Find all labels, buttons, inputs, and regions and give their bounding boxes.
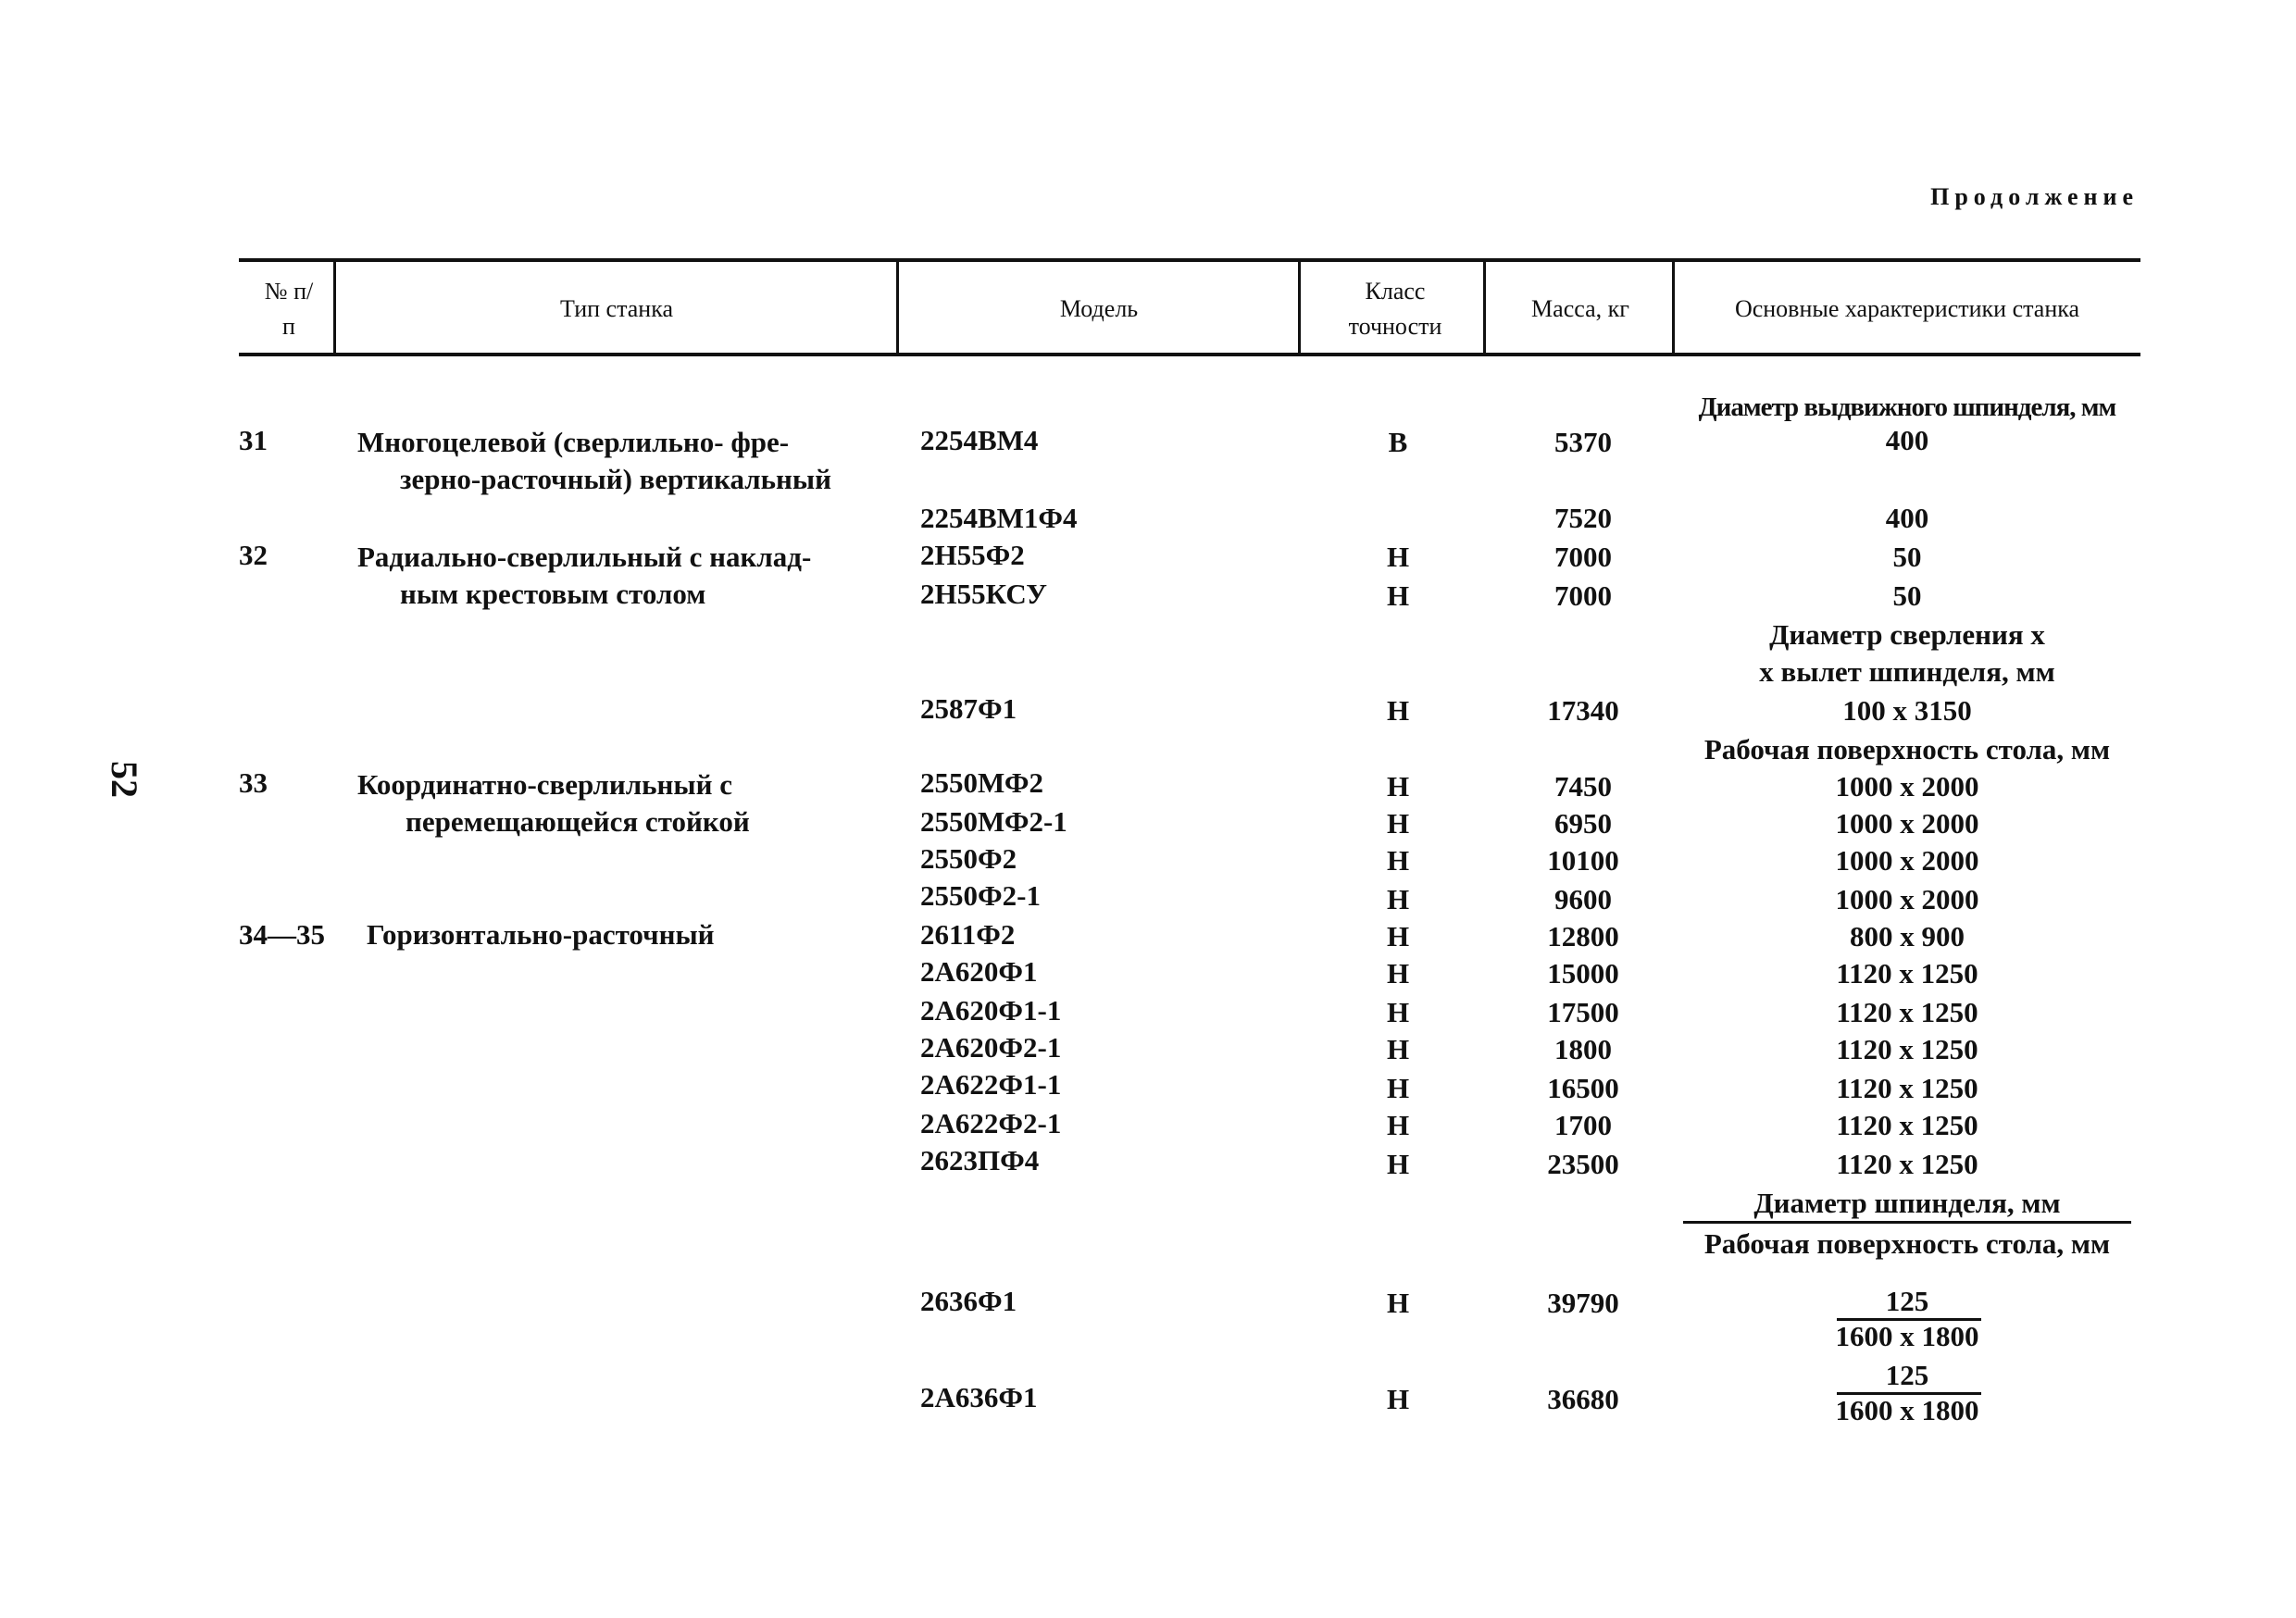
- machine-type: Координатно-сверлильный с: [357, 768, 732, 801]
- mass-cell: 23500: [1547, 1148, 1619, 1180]
- model-cell: 2550МФ2: [920, 766, 1043, 799]
- class-cell: Н: [1386, 694, 1410, 727]
- model-cell: 2254ВМ4: [920, 424, 1039, 456]
- model-cell: 2623ПФ4: [920, 1144, 1040, 1176]
- char-fraction-top: 125: [1885, 1359, 1929, 1391]
- table-top-rule: [239, 258, 2140, 262]
- char-cell: 1120 х 1250: [1836, 1033, 1978, 1065]
- char-cell: 100 х 3150: [1842, 694, 1972, 727]
- mass-cell: 39790: [1547, 1287, 1619, 1319]
- mass-cell: 1800: [1554, 1033, 1612, 1065]
- row-number: 31: [239, 424, 268, 456]
- page-number: 52: [104, 761, 145, 798]
- char-cell: 1120 х 1250: [1836, 1072, 1978, 1104]
- char-cell: 800 х 900: [1850, 920, 1965, 952]
- class-cell: Н: [1386, 996, 1410, 1028]
- class-cell: Н: [1386, 844, 1410, 877]
- char-cell: 1000 х 2000: [1835, 883, 1979, 915]
- model-cell: 2254ВМ1Ф4: [920, 502, 1078, 534]
- machine-type: ным крестовым столом: [400, 578, 706, 610]
- machine-type: Радиально-сверлильный с наклад-: [357, 541, 812, 573]
- class-cell: Н: [1386, 920, 1410, 952]
- model-cell: 2А622Ф2-1: [920, 1107, 1062, 1139]
- mass-cell: 7520: [1554, 502, 1612, 534]
- mass-cell: 1700: [1554, 1109, 1612, 1141]
- model-cell: 2А636Ф1: [920, 1381, 1038, 1413]
- model-cell: 2636Ф1: [920, 1285, 1017, 1317]
- header-model: Модель: [1059, 295, 1139, 322]
- class-cell: Н: [1386, 1072, 1410, 1104]
- mass-cell: 36680: [1547, 1383, 1619, 1415]
- column-divider: [896, 261, 899, 355]
- char-cell: 50: [1892, 541, 1922, 573]
- header-mass: Масса, кг: [1531, 295, 1629, 322]
- header-type: Тип станка: [559, 295, 673, 322]
- machine-type: зерно-расточный) вертикальный: [400, 463, 831, 495]
- mass-cell: 7450: [1554, 770, 1612, 803]
- model-cell: 2550Ф2: [920, 842, 1017, 875]
- char-cell: 1120 х 1250: [1836, 1109, 1978, 1141]
- char-cell: 400: [1885, 502, 1929, 534]
- row-number: 34—35: [239, 918, 325, 951]
- model-cell: 2550Ф2-1: [920, 879, 1041, 912]
- mass-cell: 7000: [1554, 579, 1612, 612]
- mass-cell: 9600: [1554, 883, 1612, 915]
- model-cell: 2Н55КСУ: [920, 578, 1048, 610]
- class-cell: Н: [1386, 1148, 1410, 1180]
- model-cell: 2А622Ф1-1: [920, 1068, 1062, 1101]
- char-fraction-bottom: 1600 х 1800: [1835, 1320, 1979, 1352]
- column-divider: [1672, 261, 1675, 355]
- note-spindle-diameter: Диаметр шпинделя, мм: [1753, 1187, 2061, 1219]
- mass-cell: 17340: [1547, 694, 1619, 727]
- header-num: № п/п: [264, 278, 314, 340]
- class-cell: Н: [1386, 807, 1410, 840]
- model-cell: 2587Ф1: [920, 692, 1017, 725]
- char-cell: 1000 х 2000: [1835, 807, 1979, 840]
- class-cell: Н: [1386, 883, 1410, 915]
- class-cell: Н: [1386, 1287, 1410, 1319]
- note-table-surface: Рабочая поверхность стола, мм: [1703, 733, 2111, 765]
- column-divider: [1483, 261, 1486, 355]
- class-cell: Н: [1386, 1109, 1410, 1141]
- char-cell: 1000 х 2000: [1835, 770, 1979, 803]
- class-cell: Н: [1386, 579, 1410, 612]
- mass-cell: 5370: [1554, 426, 1612, 458]
- model-cell: 2550МФ2-1: [920, 805, 1067, 838]
- header-characteristics: Основные характеристики станка: [1734, 295, 2080, 322]
- mass-cell: 15000: [1547, 957, 1619, 989]
- char-fraction-bottom: 1600 х 1800: [1835, 1394, 1979, 1426]
- header-class: Класс точности: [1348, 278, 1442, 340]
- class-cell: Н: [1386, 957, 1410, 989]
- note-drill-diameter: Диаметр сверления х: [1769, 618, 2045, 651]
- char-cell: 1120 х 1250: [1836, 1148, 1978, 1180]
- note-spindle-ext: Диаметр выдвижного шпинделя, мм: [1698, 392, 2116, 422]
- mass-cell: 7000: [1554, 541, 1612, 573]
- class-cell: Н: [1386, 1033, 1410, 1065]
- column-divider: [333, 261, 336, 355]
- char-cell: 1120 х 1250: [1836, 957, 1978, 989]
- char-cell: 1120 х 1250: [1836, 996, 1978, 1028]
- model-cell: 2Н55Ф2: [920, 539, 1025, 571]
- char-cell: 50: [1892, 579, 1922, 612]
- row-number: 32: [239, 539, 268, 571]
- machine-type: Горизонтально-расточный: [367, 918, 715, 951]
- continuation-heading: Продолжение: [1930, 183, 2139, 210]
- class-cell: Н: [1386, 541, 1410, 573]
- row-number: 33: [239, 766, 268, 799]
- machine-type: Многоцелевой (сверлильно- фре-: [357, 426, 790, 458]
- machine-type: перемещающейся стойкой: [406, 805, 750, 838]
- class-cell: Н: [1386, 1383, 1410, 1415]
- mass-cell: 16500: [1547, 1072, 1619, 1104]
- note-fraction-line: [1683, 1221, 2131, 1224]
- mass-cell: 12800: [1547, 920, 1619, 952]
- class-cell: Н: [1386, 770, 1410, 803]
- mass-cell: 6950: [1554, 807, 1612, 840]
- char-cell: 1000 х 2000: [1835, 844, 1979, 877]
- mass-cell: 10100: [1547, 844, 1619, 877]
- mass-cell: 17500: [1547, 996, 1619, 1028]
- table-header-rule: [239, 353, 2140, 356]
- note-drill-overhang: х вылет шпинделя, мм: [1759, 655, 2055, 688]
- column-divider: [1298, 261, 1301, 355]
- char-cell: 400: [1885, 424, 1929, 456]
- char-fraction-top: 125: [1885, 1285, 1929, 1317]
- model-cell: 2А620Ф2-1: [920, 1031, 1062, 1064]
- model-cell: 2А620Ф1-1: [920, 994, 1062, 1027]
- model-cell: 2А620Ф1: [920, 955, 1038, 988]
- model-cell: 2611Ф2: [920, 918, 1016, 951]
- note-table-surface-2: Рабочая поверхность стола, мм: [1703, 1227, 2111, 1260]
- class-cell: В: [1388, 426, 1408, 458]
